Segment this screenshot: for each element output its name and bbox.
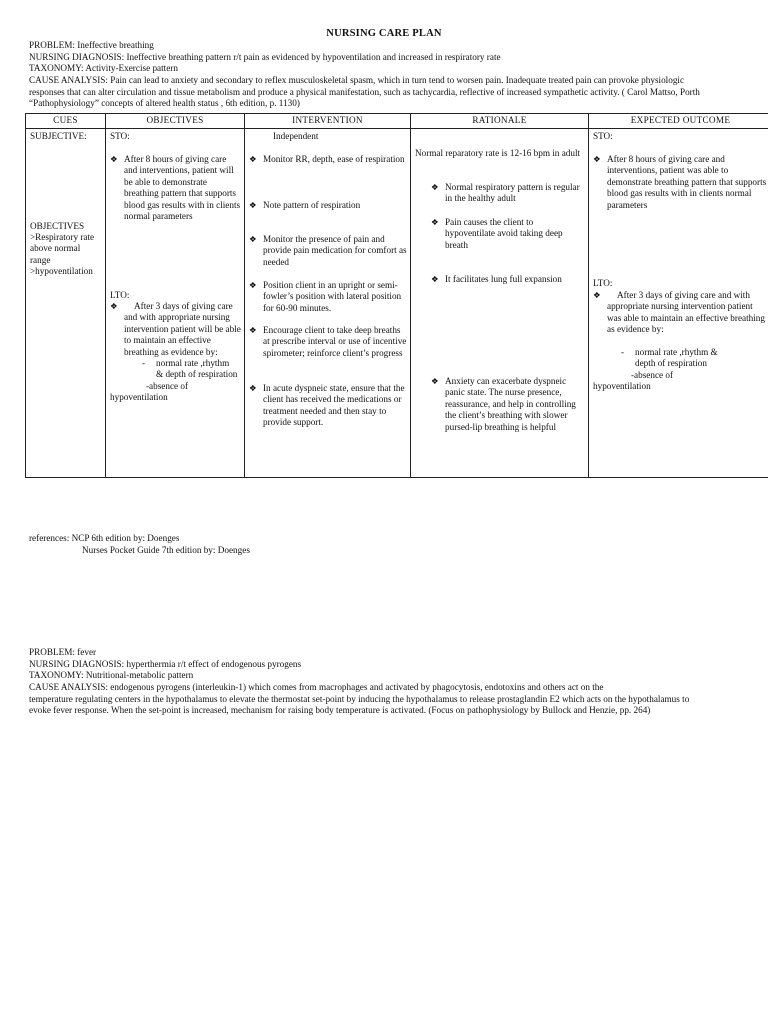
header-expected-outcome: EXPECTED OUTCOME [589,114,768,129]
sto-label: STO: [110,131,130,141]
cause-analysis-1-line2: responses that can alter circulation and tissue metabolism and produce a physical manifestation, such as tachycardia, reflective of increased sympathetic activity. ( Carol Mattso, Porth [29,87,700,97]
taxonomy-1: TAXONOMY: Activity-Exercise pattern [29,63,178,73]
lto-sub: depth of respiration [635,358,707,368]
intervention-item: Note pattern of respiration [263,200,361,210]
dash-bullet-icon: - [621,347,625,357]
list-item [249,154,407,165]
diamond-bullet-icon: ❖ [593,290,601,300]
lto-sub: hypoventilation [593,381,651,391]
list-item [249,325,407,359]
page-title: NURSING CARE PLAN [326,28,442,39]
header-cues: CUES [26,114,106,129]
outcome-lto-text: After 3 days of giving care and with appropriate nursing intervention patient was able to maintain an effective breathing as evidence by: [607,290,765,335]
nursing-diagnosis-1: NURSING DIAGNOSIS: Ineffective breathing pattern r/t pain as evidenced by hypoventilation and increased in respiratory rate [29,52,501,62]
objectives-label: OBJECTIVES [30,221,85,231]
intervention-item: Encourage client to take deep breaths at prescribe interval or use of incentive spirometer; reinforce client’s progress [263,325,407,358]
sto-label: STO: [593,131,613,141]
header-objectives: OBJECTIVES [106,114,245,129]
cues-cell [26,129,106,478]
diamond-bullet-icon: ❖ [431,274,439,284]
diamond-bullet-icon: ❖ [249,280,257,290]
diamond-bullet-icon: ❖ [249,234,257,244]
diamond-bullet-icon: ❖ [431,217,439,227]
list-item [110,301,241,358]
nursing-diagnosis-2: NURSING DIAGNOSIS: hyperthermia r/t effect of endogenous pyrogens [29,659,302,669]
care-plan-table [25,113,768,478]
reference-line-2 [82,545,250,556]
diamond-bullet-icon: ❖ [110,154,118,164]
list-item [593,290,768,336]
cue-item: >hypoventilation [30,266,93,276]
list-item [249,200,407,211]
dash-bullet-icon: - [142,358,146,368]
rationale-item: Pain causes the client to hypoventilate avoid taking deep breath [445,217,563,250]
reference-line-1 [29,533,179,544]
expected-outcome-cell [589,129,768,478]
lto-sub: hypoventilation [110,392,168,402]
problem-1: PROBLEM: Ineffective breathing [29,40,154,50]
diamond-bullet-icon: ❖ [431,376,439,386]
rationale-item: Anxiety can exacerbate dyspneic panic state. The nurse presence, reassurance, and help in controlling the client’s breathing with slower pursed-lip breathing is helpful [445,376,576,432]
intervention-heading: Independent [273,131,319,141]
list-item [431,217,583,251]
lto-label: LTO: [110,290,130,300]
cause-analysis-2-line2: temperature regulating centers in the hypothalamus to elevate the thermostat set-point by inducing the hypothalamus to release prostaglandin E2 which acts on the hypothalamus to [29,694,690,704]
list-item [249,280,407,314]
intervention-item: In acute dyspneic state, ensure that the client has received the medications or treatment needed and then stay to provide support. [263,383,405,428]
lto-sub: normal rate ,rhythm [156,358,230,368]
diamond-bullet-icon: ❖ [593,154,601,164]
lto-sub: normal rate ,rhythm & [635,347,718,357]
header-rationale: RATIONALE [411,114,589,129]
diamond-bullet-icon: ❖ [431,182,439,192]
list-item [110,154,241,222]
cause-analysis-2-line1: CAUSE ANALYSIS: endogenous pyrogens (interleukin-1) which comes from macrophages and activated by phagocytosis, endotoxins and others act on the [29,682,604,692]
intervention-cell [245,129,411,478]
outcome-sto-text: After 8 hours of giving care and interventions, patient was able to demonstrate breathing pattern that supports blood gas results with in clients normal parameters [607,154,767,210]
rationale-intro: Normal reparatory rate is 12-16 bpm in adult [415,148,581,158]
diamond-bullet-icon: ❖ [249,325,257,335]
cue-item: >Respiratory rate above normal range [30,232,95,265]
reference-text: references: NCP 6th edition by: Doenges [29,533,180,543]
intervention-item: Monitor the presence of pain and provide pain medication for comfort as needed [263,234,407,267]
sto-text: After 8 hours of giving care and interventions, patient will be able to demonstrate breathing pattern that supports blood gas results with in clients normal parameters [124,154,241,222]
diamond-bullet-icon: ❖ [249,383,257,393]
rationale-item: Normal respiratory pattern is regular in the healthy adult [445,182,580,204]
taxonomy-2: TAXONOMY: Nutritional-metabolic pattern [29,670,194,680]
intervention-item: Position client in an upright or semi-fowler’s position with lateral position for 60-90 minutes. [263,280,402,313]
reference-text: Nurses Pocket Guide 7th edition by: Doenges [82,545,250,555]
list-item [431,376,583,433]
diamond-bullet-icon: ❖ [249,200,257,210]
list-item [249,234,407,268]
diamond-bullet-icon: ❖ [110,301,118,311]
subjective-label: SUBJECTIVE: [30,131,87,141]
table-header-row [26,114,768,129]
list-item [431,274,583,285]
lto-text: After 3 days of giving care and with appropriate nursing intervention patient will be able to maintain an effective breathing as evidence by: [124,301,241,357]
lto-sub: -absence of [146,381,189,391]
diamond-bullet-icon: ❖ [249,154,257,164]
intervention-item: Monitor RR, depth, ease of respiration [263,154,405,164]
list-item [249,383,407,429]
lto-sub: & depth of respiration [156,369,238,379]
rationale-cell [411,129,589,478]
list-item [431,182,583,205]
header-intervention: INTERVENTION [245,114,411,129]
cause-analysis-1-line1: CAUSE ANALYSIS: Pain can lead to anxiety and secondary to reflex musculoskeletal spasm, which in turn tend to worsen pain. Inadequate treated pain can provoke physiologic [29,75,685,85]
problem-2: PROBLEM: fever [29,647,97,657]
cause-analysis-2-line3: evoke fever response. When the set-point is increased, mechanism for raising body temperature is activated. (Focus on pathophysiology by Bullock and Henzie, pp. 264) [29,705,651,715]
lto-sub: -absence of [631,370,674,380]
lto-label: LTO: [593,278,613,288]
objectives-cell [106,129,245,478]
list-item [593,154,768,211]
table-row [26,129,768,478]
rationale-item: It facilitates lung full expansion [445,274,562,284]
cause-analysis-1-line3: “Pathophysiology” concepts of altered health status , 6th edition, p. 1130) [29,98,300,108]
